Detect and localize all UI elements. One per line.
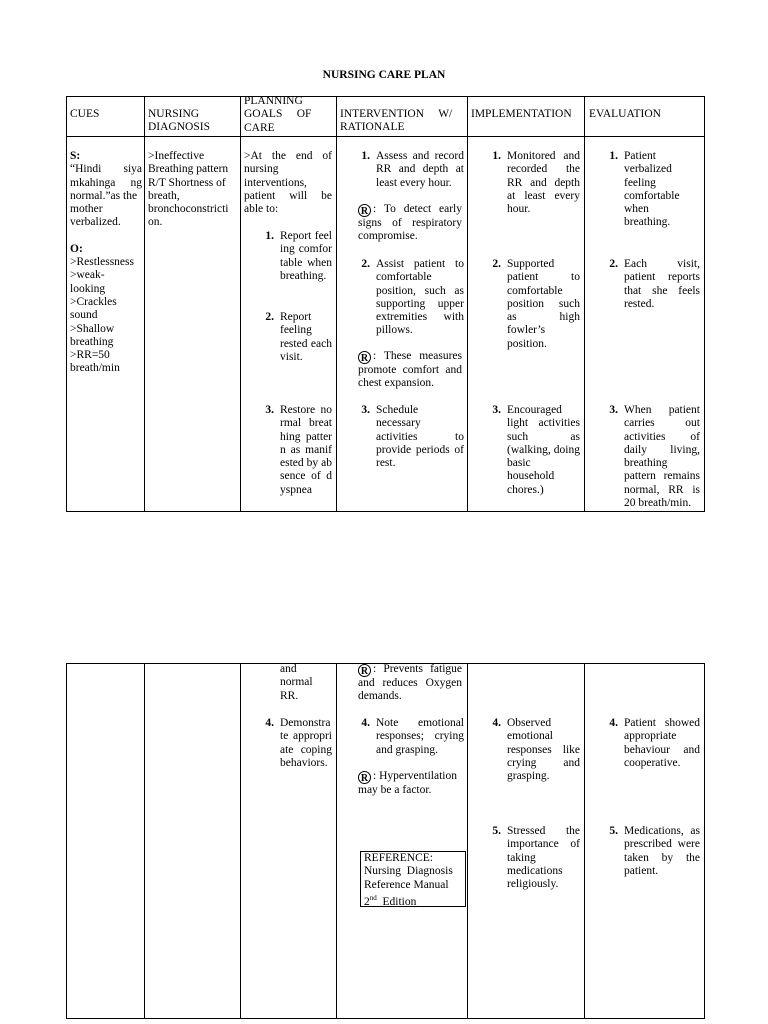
reference-line: Reference Manual: [364, 878, 449, 891]
rationale-2: [358, 350, 462, 391]
intervention-item-2: [352, 258, 464, 338]
implementation-text: Monitored and recorded the RR and depth at least every hour.: [507, 150, 580, 216]
header-diagnosis-line-1: NURSING: [148, 108, 200, 120]
evaluation-number: 5.: [609, 825, 618, 837]
objective-line: >Shallow: [70, 322, 115, 335]
rationale-1: [358, 203, 462, 244]
goal-item-1: [256, 230, 332, 283]
evaluation-text: Each visit, patient reports that she feels rested.: [624, 258, 700, 310]
evaluation-text: Medications, as prescribed were taken by the patient.: [624, 825, 700, 877]
implementation-text: Supported patient to comfortable position such as high fowler’s position.: [507, 258, 580, 350]
intervention-text: Schedule necessary activities to provide periods of rest.: [376, 404, 464, 470]
edition-number: 2: [364, 895, 370, 908]
planning-intro: [244, 150, 332, 216]
header-evaluation: EVALUATION: [589, 108, 661, 120]
edition-word: Edition: [376, 895, 417, 908]
header-planning: [244, 95, 334, 135]
diagnosis-cell: [148, 150, 239, 230]
evaluation-number: 2.: [609, 258, 618, 270]
header-implementation: IMPLEMENTATION: [471, 108, 572, 120]
goal-number: 1.: [265, 230, 274, 242]
goal-text: Report feeling comfortable when breathing.: [280, 230, 332, 282]
rationale-r-icon: R: [358, 771, 371, 784]
evaluation-item-5: [600, 825, 700, 878]
goal-number: 3.: [265, 404, 274, 416]
reference-box: [360, 851, 466, 907]
subjective-line: verbalized.: [70, 216, 121, 229]
diagnosis-line: on.: [148, 216, 163, 229]
implementation-number: 3.: [492, 404, 501, 416]
implementation-number: 5.: [492, 825, 501, 837]
diagnosis-line: R/T Shortness of: [148, 176, 226, 189]
planning-intro-line: patient will be: [244, 189, 332, 202]
subjective-line: mkahinga ng: [70, 176, 142, 189]
objective-line: breath/min: [70, 362, 120, 375]
objective-line: >Restlessness: [70, 256, 134, 269]
goal-item-3: [256, 404, 332, 510]
subjective-line: “Hindi siya: [70, 163, 142, 176]
objective-line: sound: [70, 309, 98, 322]
evaluation-text: When patient carries out activities of daily living, breathing pattern remains normal, RR is 20 breath/min.: [624, 404, 700, 510]
goal-3-continued: and normal RR.: [280, 663, 313, 702]
objective-label: O:: [70, 242, 83, 255]
intervention-text: Note emotional responses; crying and grasping.: [376, 717, 464, 756]
rationale-text: : Hyperventilation may be a factor.: [358, 770, 457, 796]
goal-item-4: [256, 717, 332, 770]
subjective-line: mother: [70, 203, 103, 216]
rationale-r-icon: R: [358, 351, 371, 364]
edition-suffix: nd: [369, 893, 377, 902]
intervention-item-1: [352, 150, 464, 190]
goal-text: Demonstrate appropriate coping behaviors.: [280, 717, 332, 769]
planning-intro-line: interventions,: [244, 176, 307, 189]
implementation-text: Observed emotional responses like crying and grasping.: [507, 717, 580, 783]
intervention-number: 3.: [361, 404, 370, 416]
header-intervention-line-2: RATIONALE: [340, 121, 405, 134]
intervention-text: Assist patient to comfortable position, such as supporting upper extremities with pillows.: [376, 258, 464, 337]
evaluation-item-4: [600, 717, 700, 770]
rationale-text: : To detect early signs of respiratory compromise.: [358, 203, 462, 243]
reference-line: REFERENCE:: [364, 852, 434, 864]
page-title: NURSING CARE PLAN: [322, 69, 446, 81]
intervention-number: 2.: [361, 258, 370, 270]
rationale-4: [358, 770, 464, 797]
implementation-number: 4.: [492, 717, 501, 729]
reference-edition-line: [364, 892, 462, 909]
subjective-label: S:: [70, 150, 81, 162]
implementation-item-4: [483, 717, 580, 783]
goal-number: 4.: [265, 717, 274, 729]
header-intervention: [340, 108, 465, 135]
rationale-3: [358, 663, 462, 704]
evaluation-item-3: [600, 404, 700, 510]
cues-cell: [70, 150, 142, 376]
rationale-text: : Prevents fatigue and reduces Oxygen demands.: [358, 663, 462, 703]
evaluation-text: Patient showed appropriate behaviour and cooperative.: [624, 717, 700, 769]
intervention-item-3: [352, 404, 464, 470]
evaluation-number: 1.: [609, 150, 618, 162]
objective-line: breathing: [70, 335, 114, 348]
objective-line: >Crackles: [70, 295, 117, 308]
implementation-number: 2.: [492, 258, 501, 270]
planning-intro-line: able to:: [244, 203, 279, 216]
goal-number: 2.: [265, 311, 274, 323]
header-diagnosis: [148, 108, 210, 135]
intervention-number: 4.: [361, 717, 370, 729]
goal-text: Report feeling rested each visit.: [280, 311, 332, 363]
implementation-item-3: [483, 404, 580, 497]
diagnosis-line: Breathing pattern: [148, 163, 229, 176]
diagnosis-line: bronchoconstricti: [148, 203, 229, 216]
header-intervention-line-1: INTERVENTION W/: [340, 108, 453, 120]
objective-line: looking: [70, 282, 106, 295]
implementation-number: 1.: [492, 150, 501, 162]
implementation-item-1: [483, 150, 580, 216]
evaluation-number: 3.: [609, 404, 618, 416]
implementation-text: Stressed the importance of taking medications religiously.: [507, 825, 580, 891]
header-planning-line-3: CARE: [244, 121, 275, 134]
subjective-line: normal.”as the: [70, 189, 138, 202]
objective-line: >weak-: [70, 269, 105, 282]
implementation-text: Encouraged light activities such as (walking, doing basic household chores.): [507, 404, 580, 496]
intervention-text: Assess and record RR and depth at least every hour.: [376, 150, 464, 189]
intervention-item-4: [352, 717, 464, 757]
evaluation-number: 4.: [609, 717, 618, 729]
rationale-text: : These measures promote comfort and chest expansion.: [358, 350, 462, 390]
objective-line: >RR=50: [70, 349, 110, 362]
planning-intro-line: nursing: [244, 163, 279, 176]
rationale-r-icon: R: [358, 664, 371, 677]
goal-item-2: [256, 311, 332, 364]
header-cues: CUES: [70, 108, 100, 120]
planning-intro-line: >At the end of: [244, 150, 332, 162]
header-planning-line-2: GOALS OF: [244, 108, 312, 121]
rationale-r-icon: R: [358, 204, 371, 217]
evaluation-item-2: [600, 258, 700, 311]
evaluation-text: Patient verbalized feeling comfortable when breathing.: [624, 150, 680, 229]
header-planning-line-1: PLANNING: [244, 95, 303, 107]
diagnosis-line: breath,: [148, 189, 180, 202]
goal-text: Restore normal breathing pattern as manifested by absence of dyspnea: [280, 404, 332, 496]
intervention-number: 1.: [361, 150, 370, 162]
implementation-item-5: [483, 825, 580, 891]
evaluation-item-1: [600, 150, 700, 230]
diagnosis-line: >Ineffective: [148, 150, 205, 162]
header-diagnosis-line-2: DIAGNOSIS: [148, 121, 210, 134]
reference-line: Nursing Diagnosis: [364, 865, 453, 878]
implementation-item-2: [483, 258, 580, 351]
